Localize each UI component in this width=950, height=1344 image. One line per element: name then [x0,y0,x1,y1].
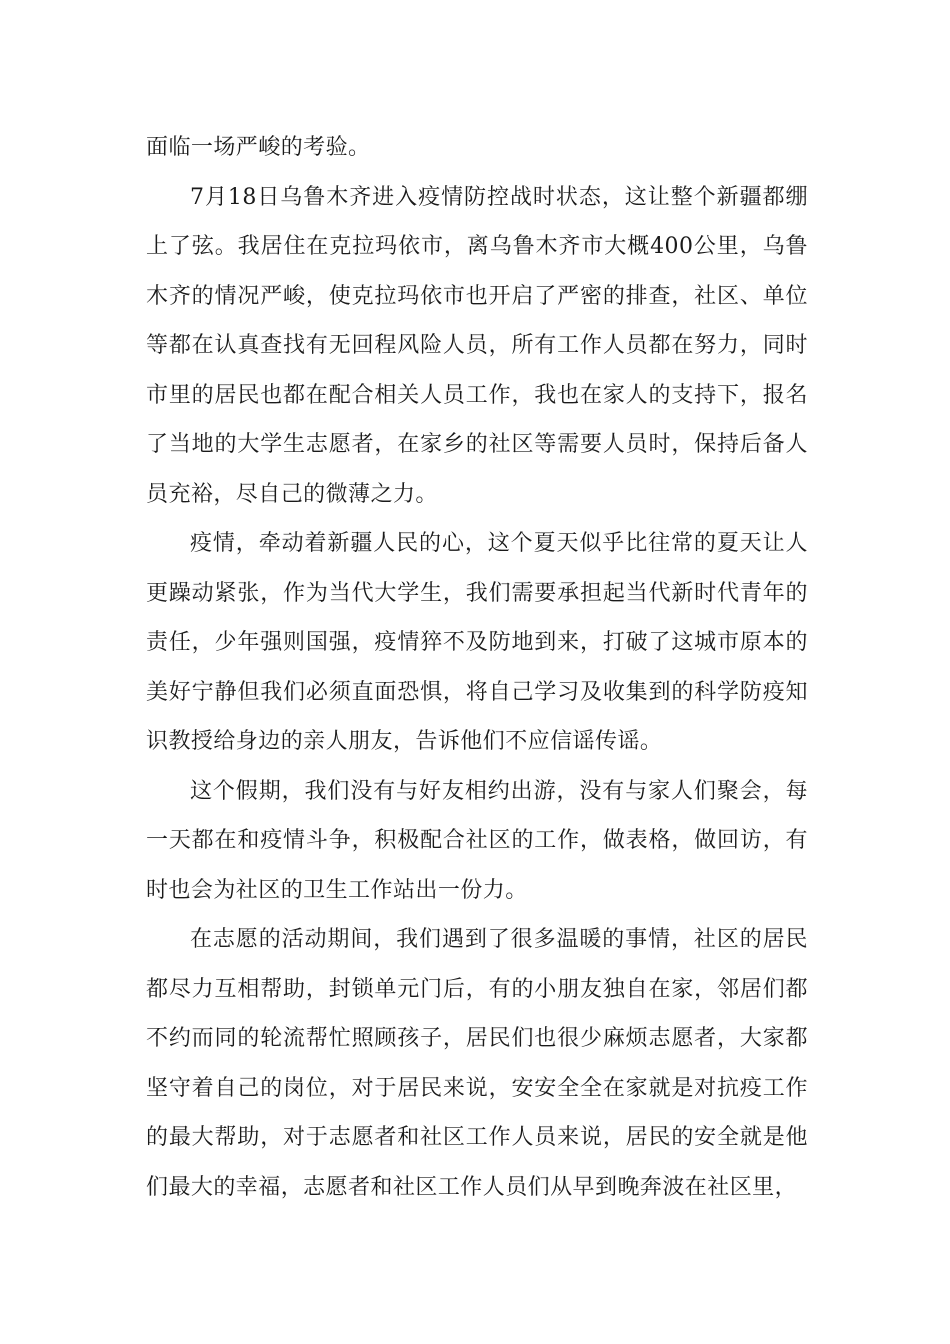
paragraph-responsibility: 疫情，牵动着新疆人民的心，这个夏天似乎比往常的夏天让人更躁动紧张，作为当代大学生，我们需要承担起当代新时代青年的责任，少年强则国强，疫情猝不及防地到来，打破了这城市原本的美好宁静但我们必须直面恐惧，将自己学习及收集到的科学防疫知识教授给身边的亲人朋友，告诉他们不应信谣传谣。 [146,531,808,754]
paragraph-continuation: 面临一场严峻的考验。 [146,135,371,160]
paragraph-holiday: 这个假期，我们没有与好友相约出游，没有与家人们聚会，每一天都在和疫情斗争，积极配合社区的工作，做表格，做回访，有时也会为社区的卫生工作站出一份力。 [146,778,808,903]
paragraph-volunteering: 在志愿的活动期间，我们遇到了很多温暖的事情，社区的居民都尽力互相帮助，封锁单元门后，有的小朋友独自在家，邻居们都不约而同的轮流帮忙照顾孩子，居民们也很少麻烦志愿者，大家都坚守着自己的岗位，对于居民来说，安安全全在家就是对抗疫工作的最大帮助，对于志愿者和社区工作人员来说，居民的安全就是他们最大的幸福，志愿者和社区工作人员们从早到晚奔波在社区里， [146,927,808,1200]
paragraph-lockdown: 7月18日乌鲁木齐进入疫情防控战时状态，这让整个新疆都绷上了弦。我居住在克拉玛依市，离乌鲁木齐市大概400公里，乌鲁木齐的情况严峻，使克拉玛依市也开启了严密的排查，社区、单位等都在认真查找有无回程风险人员，所有工作人员都在努力，同时市里的居民也都在配合相关人员工作，我也在家人的支持下，报名了当地的大学生志愿者，在家乡的社区等需要人员时，保持后备人员充裕，尽自己的微薄之力。 [146,184,808,507]
document-body [146,123,808,1212]
